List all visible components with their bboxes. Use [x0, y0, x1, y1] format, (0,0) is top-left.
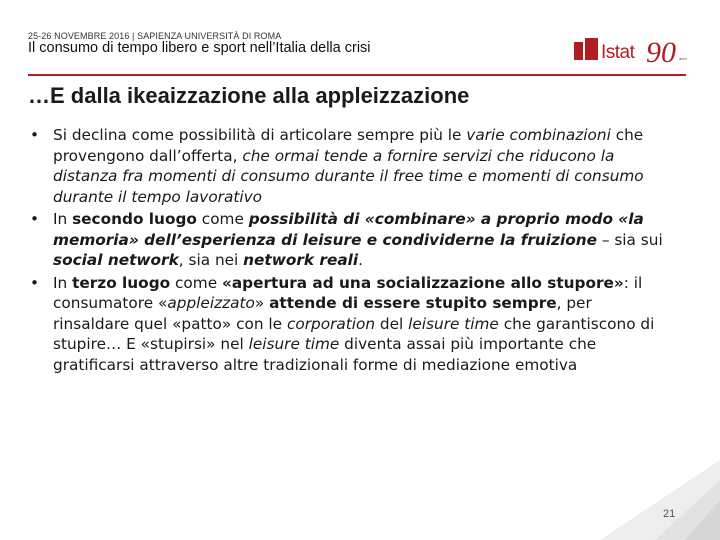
bullet-text-run: terzo luogo	[72, 273, 171, 292]
bullet-text-run: , sia nei	[178, 251, 244, 269]
bullet-text-run: diventa assai più importante che gratificarsi attraverso altre tradizionali forme di mediazione emotiva	[53, 335, 597, 374]
bullet-item	[30, 125, 670, 207]
bullet-text-run: appleizzato	[167, 294, 255, 312]
bullet-item	[30, 209, 670, 271]
bullet-text-run: leisure time	[248, 335, 340, 353]
header-title: Il consumo di tempo libero e sport nell’Italia della crisi	[28, 40, 371, 56]
istat-logo	[574, 32, 694, 72]
bullet-dot-icon: •	[30, 273, 40, 292]
bullet-text-run: del	[375, 314, 409, 333]
bullet-text-run: possibilità di «combinare» a proprio modo «la memoria» dell’esperienza di leisure e condividerne la fruizione	[53, 210, 644, 249]
header-event-line: 25-26 NOVEMBRE 2016 | SAPIENZA UNIVERSITÀ DI ROMA	[28, 31, 282, 41]
bullet-text-run: che garantiscono di stupire… E «stupirsi» nel	[53, 314, 655, 353]
bullet-item	[30, 273, 670, 376]
bullet-text-run: «apertura ad una socializzazione allo stupore»	[221, 273, 624, 292]
header-divider	[28, 74, 686, 76]
bullet-list	[30, 125, 670, 377]
bullet-text-run: corporation	[286, 314, 376, 333]
istat-logo-text: Istat	[601, 42, 635, 63]
bullet-text-run: »	[254, 294, 270, 312]
bullet-text-run: leisure time	[408, 314, 499, 333]
slide-title: …E dalla ikeaizzazione alla appleizzazione	[28, 83, 470, 108]
bullet-text-run: Si declina come possibilità di articolare sempre più le	[53, 126, 467, 144]
bullet-dot-icon: •	[30, 126, 40, 144]
bullet-text-run: In	[53, 273, 73, 292]
bullet-text-run: che provengono dall’offerta,	[53, 126, 644, 165]
bullet-text-run: In	[53, 210, 73, 228]
istat-logo-small: anni	[679, 56, 687, 61]
bullet-text-run: come	[170, 273, 222, 292]
istat-logo-number: 90	[646, 36, 676, 69]
istat-logo-mark-icon	[574, 38, 598, 60]
bullet-text-run: varie combinazioni	[466, 126, 611, 144]
bullet-dot-icon: •	[30, 210, 40, 228]
bullet-text-run: network reali	[243, 251, 359, 269]
bullet-text-run: – sia sui	[596, 230, 663, 249]
bullet-text-run: : il consumatore «	[53, 273, 643, 312]
corner-decoration	[450, 450, 720, 540]
bullet-text-run: social network	[53, 251, 179, 269]
bullet-text-run: , per rinsaldare quel «patto» con le	[53, 294, 592, 333]
page-number: 21	[663, 508, 676, 520]
bullet-text-run: che ormai tende a fornire servizi che riducono la distanza fra momenti di consumo durante il free time e momenti di consumo durante il tempo lavorativo	[53, 146, 644, 206]
bullet-text-run: attende di essere stupito sempre	[269, 294, 557, 312]
bullet-text-run: .	[358, 251, 364, 269]
bullet-text-run: come	[196, 210, 249, 228]
bullet-text-run: secondo luogo	[72, 210, 197, 228]
